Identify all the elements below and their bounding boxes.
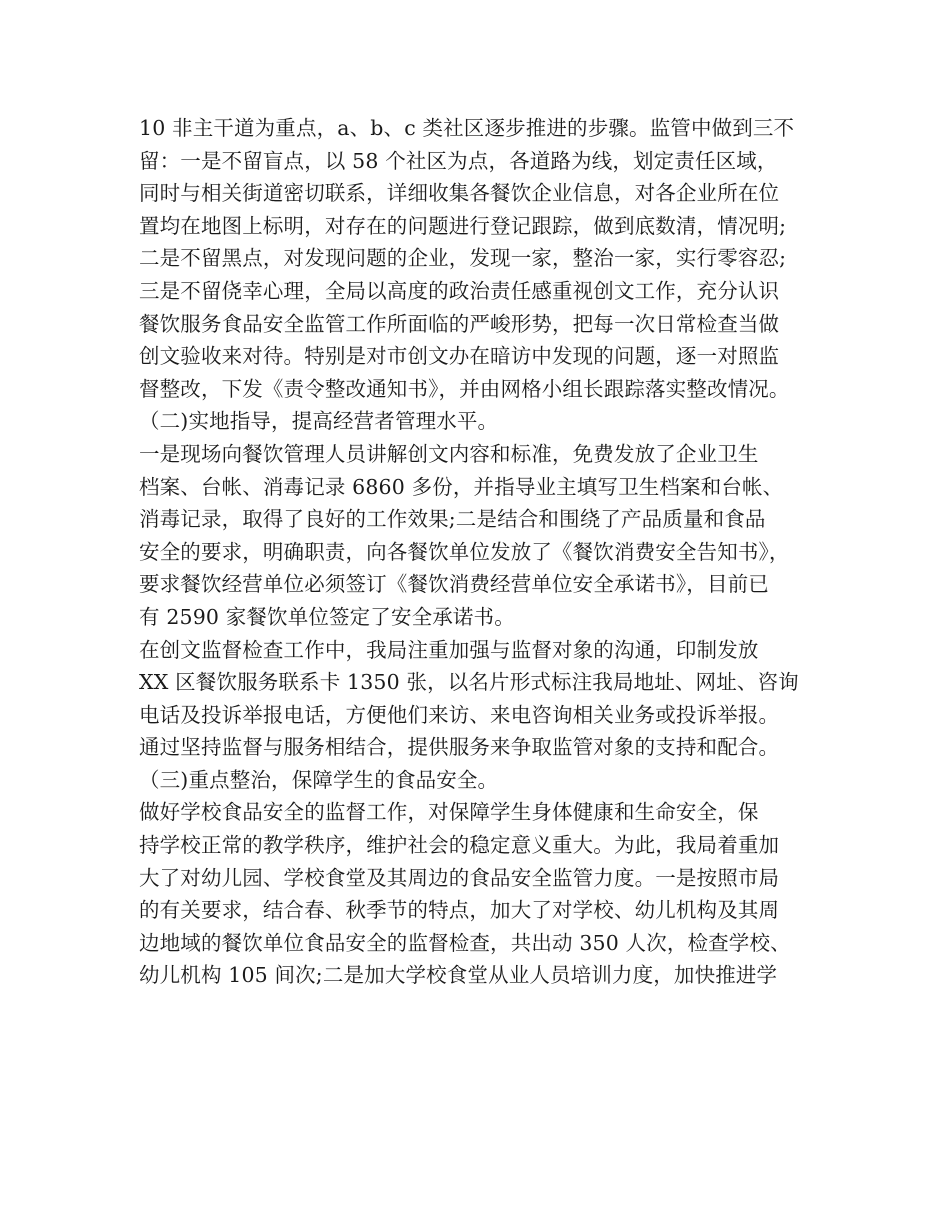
text-line: 电话及投诉举报电话，方便他们来访、来电咨询相关业务或投诉举报。 xyxy=(139,702,780,727)
text-line: 创文验收来对待。特别是对市创文办在暗访中发现的问题，逐一对照监 xyxy=(139,344,780,369)
text-line: 一是现场向餐饮管理人员讲解创文内容和标准，免费发放了企业卫生 xyxy=(139,441,759,466)
text-line: 督整改，下发《责令整改通知书》，并由网格小组长跟踪落实整改情况。 xyxy=(139,376,790,401)
text-line: 大了对幼儿园、学校食堂及其周边的食品安全监管力度。一是按照市局 xyxy=(139,865,780,890)
text-line: 餐饮服务食品安全监管工作所面临的严峻形势，把每一次日常检查当做 xyxy=(139,311,780,336)
text-line: 置均在地图上标明，对存在的问题进行登记跟踪，做到底数清，情况明; xyxy=(139,213,787,238)
text-line: 同时与相关街道密切联系，详细收集各餐饮企业信息，对各企业所在位 xyxy=(139,181,780,206)
text-line: 幼儿机构 105 间次;二是加大学校食堂从业人员培训力度，加快推进学 xyxy=(139,963,778,988)
text-line: 三是不留侥幸心理，全局以高度的政治责任感重视创文工作，充分认识 xyxy=(139,278,780,303)
text-line: 留：一是不留盲点，以 58 个社区为点，各道路为线，划定责任区域， xyxy=(139,148,778,173)
section-heading: （二)实地指导，提高经营者管理水平。 xyxy=(139,409,499,434)
text-line: 档案、台帐、消毒记录 6860 多份，并指导业主填写卫生档案和台帐、 xyxy=(139,474,784,499)
section-heading: （三)重点整治，保障学生的食品安全。 xyxy=(139,767,499,792)
text-line: 的有关要求，结合春、秋季节的特点，加大了对学校、幼儿机构及其周 xyxy=(139,898,780,923)
text-line: 二是不留黑点，对发现问题的企业，发现一家，整治一家，实行零容忍; xyxy=(139,246,787,271)
text-line: 通过坚持监督与服务相结合，提供服务来争取监管对象的支持和配合。 xyxy=(139,735,780,760)
text-line: 要求餐饮经营单位必须签订《餐饮消费经营单位安全承诺书》，目前已 xyxy=(139,572,769,597)
text-line: XX 区餐饮服务联系卡 1350 张，以名片形式标注我局地址、网址、咨询 xyxy=(139,670,799,695)
text-line: 消毒记录，取得了良好的工作效果;二是结合和围绕了产品质量和食品 xyxy=(139,507,766,532)
text-line: 持学校正常的教学秩序，维护社会的稳定意义重大。为此，我局着重加 xyxy=(139,833,780,858)
text-line: 做好学校食品安全的监督工作，对保障学生身体健康和生命安全，保 xyxy=(139,800,759,825)
document-page xyxy=(139,112,829,992)
text-line: 有 2590 家餐饮单位签定了安全承诺书。 xyxy=(139,604,515,629)
text-line: 10 非主干道为重点，a、b、c 类社区逐步推进的步骤。监管中做到三不 xyxy=(139,116,795,140)
text-line: 安全的要求，明确职责，向各餐饮单位发放了《餐饮消费安全告知书》， xyxy=(139,539,790,564)
text-line: 在创文监督检查工作中，我局注重加强与监督对象的沟通，印制发放 xyxy=(139,637,759,662)
text-line: 边地域的餐饮单位食品安全的监督检查，共出动 350 人次，检查学校、 xyxy=(139,930,791,955)
